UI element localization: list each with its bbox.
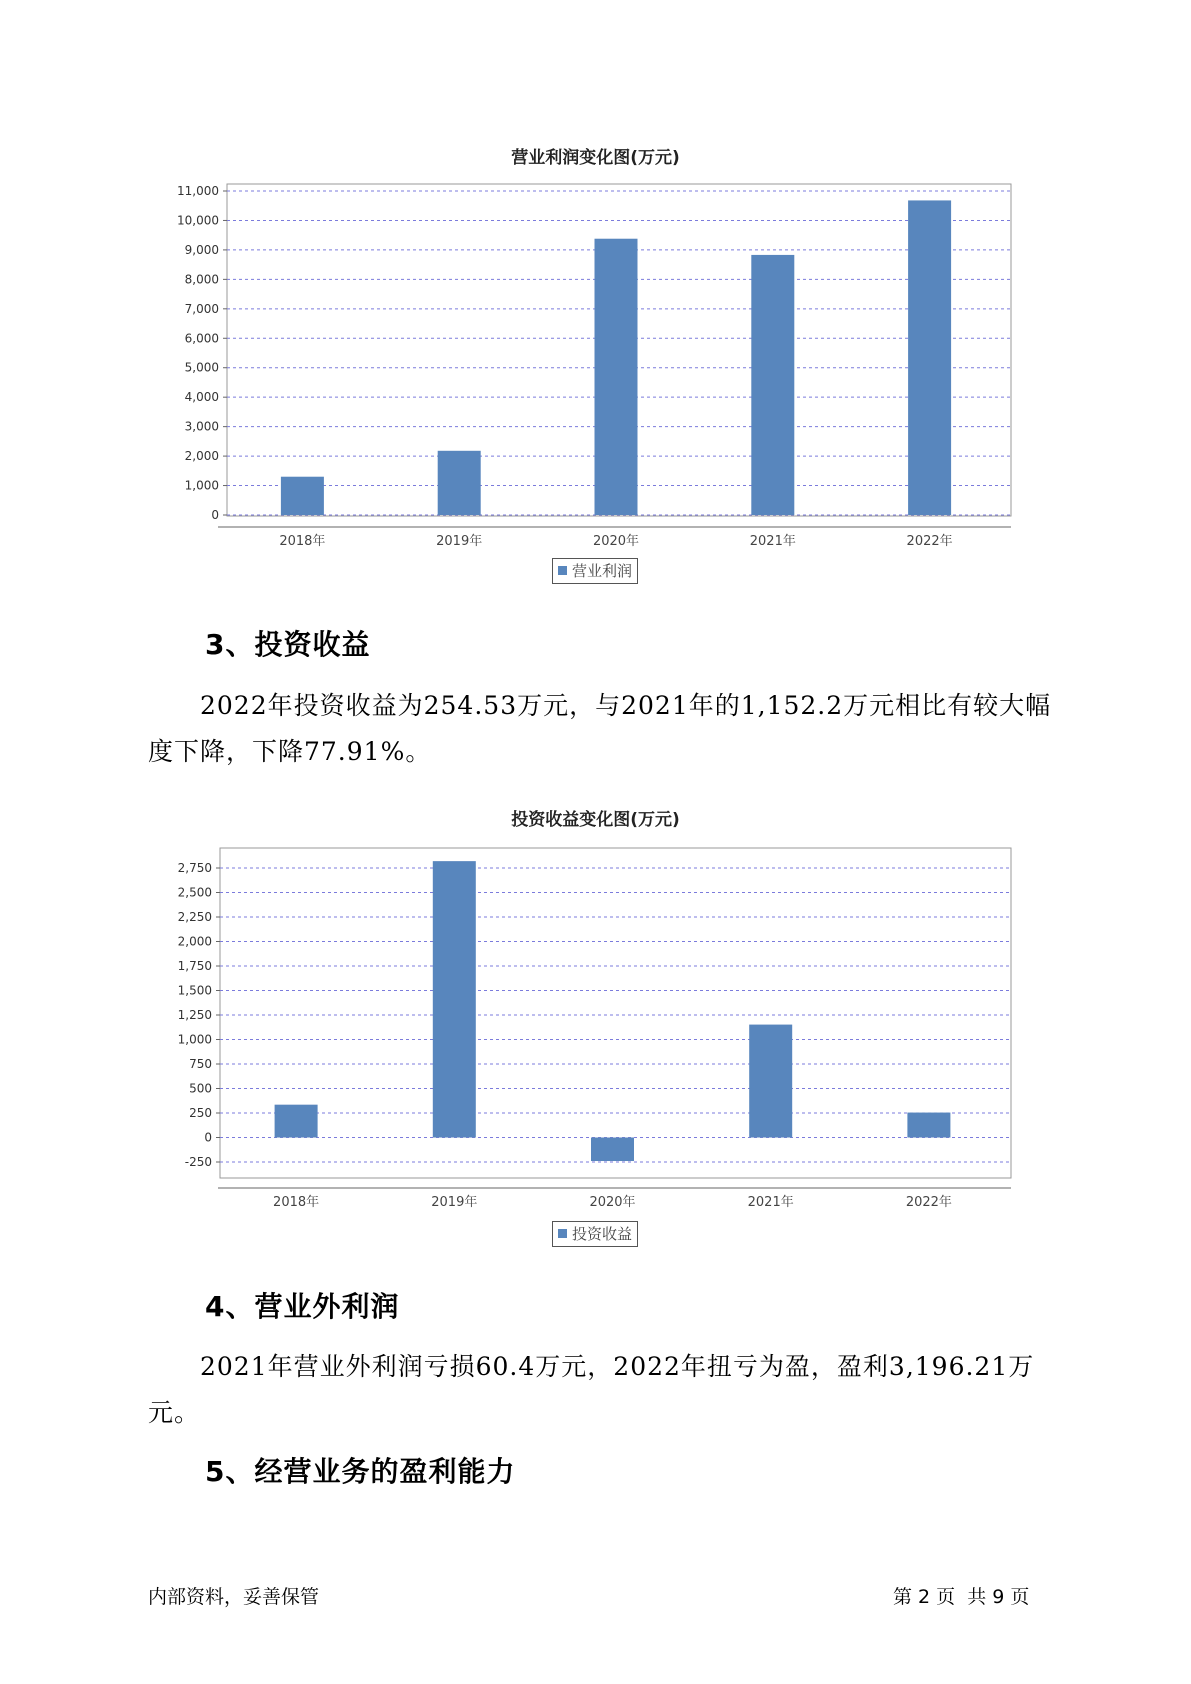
bar: [591, 1138, 634, 1162]
y-tick-label: 10,000: [177, 213, 219, 228]
y-tick-label: 1,500: [177, 983, 212, 998]
y-tick-label: 1,000: [184, 478, 219, 493]
y-tick-label: 0: [204, 1130, 212, 1145]
y-tick-label: 4,000: [184, 390, 219, 405]
section-paragraph-non-operating-profit: 2021年营业外利润亏损60.4万元，2022年扭亏为盈，盈利3,196.21万元。: [148, 1352, 1035, 1427]
chart1-title: 营业利润变化图(万元): [511, 148, 680, 168]
section-paragraph-investment-income: 2022年投资收益为254.53万元，与2021年的1,152.2万元相比有较大幅度下降，下降77.91%。: [148, 691, 1052, 766]
y-tick-label: 3,000: [184, 419, 219, 434]
plot-area: [220, 848, 1011, 1178]
chart2-title: 投资收益变化图(万元): [511, 810, 680, 830]
footer-confidential-note: 内部资料，妥善保管: [148, 1586, 320, 1608]
y-tick-label: 11,000: [177, 184, 219, 198]
section-heading-investment-income: 3、投资收益: [205, 628, 371, 661]
y-tick-label: 6,000: [184, 331, 219, 346]
section-heading-non-operating-profit: 4、营业外利润: [205, 1290, 400, 1323]
footer-page-number: 第 2 页 共 9 页: [893, 1586, 1030, 1608]
y-tick-label: 1,250: [177, 1008, 212, 1022]
chart2-legend-label: 投资收益: [572, 1225, 633, 1243]
legend-swatch: [558, 1229, 567, 1238]
y-tick-label: 8,000: [184, 272, 219, 287]
y-tick-label: 2,250: [177, 910, 212, 924]
x-tick-label: 2022年: [906, 534, 953, 549]
y-tick-label: 1,750: [177, 959, 212, 973]
x-tick-label: 2020年: [589, 1195, 636, 1210]
bar: [433, 861, 476, 1137]
x-tick-label: 2018年: [273, 1195, 320, 1210]
y-tick-label: 5,000: [184, 360, 219, 375]
y-tick-label: 250: [189, 1106, 212, 1120]
y-tick-label: 500: [189, 1081, 212, 1096]
bar: [275, 1105, 318, 1138]
x-tick-label: 2022年: [905, 1195, 952, 1210]
x-tick-label: 2019年: [436, 534, 483, 549]
x-tick-label: 2019年: [431, 1195, 478, 1210]
y-tick-label: 2,500: [177, 885, 212, 900]
y-tick-label: 2,000: [177, 934, 212, 949]
y-tick-label: 9,000: [184, 242, 219, 257]
x-tick-label: 2020年: [592, 534, 640, 549]
y-tick-label: 0: [211, 508, 219, 522]
y-tick-label: 2,750: [177, 861, 212, 875]
y-tick-label: 7,000: [184, 301, 219, 316]
y-tick-label: -250: [184, 1155, 212, 1169]
chart2-legend: [552, 1221, 638, 1247]
chart1-legend-label: 营业利润: [572, 562, 633, 580]
bar: [749, 1025, 792, 1138]
x-tick-label: 2021年: [747, 1195, 794, 1210]
y-tick-label: 2,000: [184, 449, 219, 464]
bar: [907, 1113, 950, 1138]
x-tick-label: 2018年: [279, 534, 326, 549]
y-tick-label: 750: [189, 1057, 212, 1071]
y-tick-label: 1,000: [177, 1032, 212, 1047]
x-tick-label: 2021年: [749, 534, 796, 549]
section-heading-operating-profitability: 5、经营业务的盈利能力: [205, 1455, 516, 1488]
